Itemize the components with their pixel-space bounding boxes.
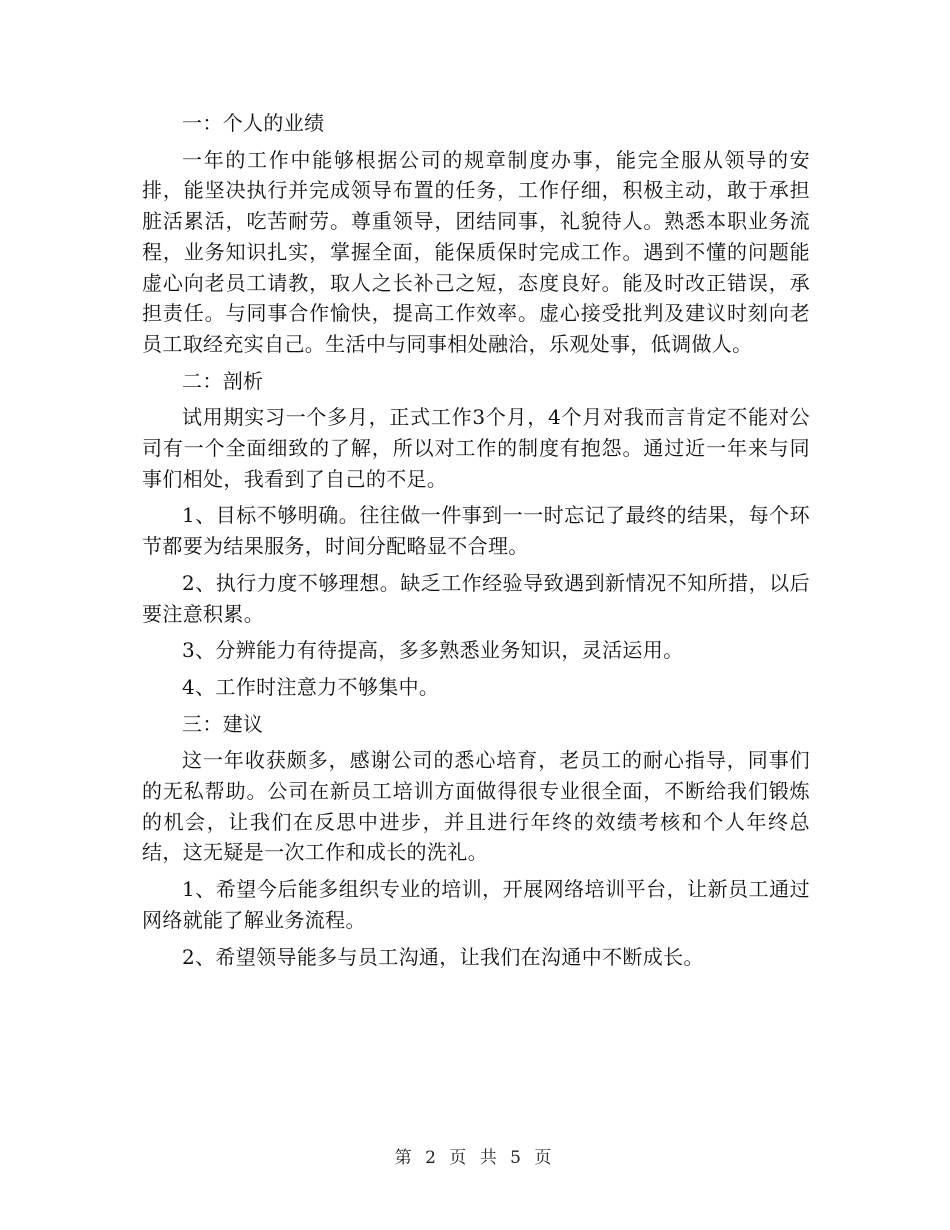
analysis-paragraph: 试用期实习一个多月，正式工作3个月，4个月对我而言肯定不能对公司有一个全面细致的了解，所以对工作的制度有抱怨。通过近一年来与同事们相处，我看到了自己的不足。 xyxy=(142,405,810,491)
document-body xyxy=(142,108,810,972)
section-heading-analysis: 二：剖析 xyxy=(182,368,264,393)
suggestions-paragraph: 这一年收获颇多，感谢公司的悉心培育，老员工的耐心指导，同事们的无私帮助。公司在新员工培训方面做得很专业很全面，不断给我们锻炼的机会，让我们在反思中进步，并且进行年终的效绩考核和个人年终总结，这无疑是一次工作和成长的洗礼。 xyxy=(142,748,810,865)
page-number-footer: 第 2 页 共 5 页 xyxy=(394,1148,556,1168)
suggestion-item-1: 1、希望今后能多组织专业的培训，开展网络培训平台，让新员工通过网络就能了解业务流程。 xyxy=(142,877,810,932)
suggestion-item-2: 2、希望领导能多与员工沟通，让我们在沟通中不断成长。 xyxy=(182,944,704,969)
analysis-item-1: 1、目标不够明确。往往做一件事到一一时忘记了最终的结果，每个环节都要为结果服务，时间分配略显不合理。 xyxy=(142,503,810,559)
analysis-item-2: 2、执行力度不够理想。缺乏工作经验导致遇到新情况不知所措，以后要注意积累。 xyxy=(142,570,810,626)
section-heading-suggestions: 三：建议 xyxy=(182,711,264,736)
analysis-item-3: 3、分辨能力有待提高，多多熟悉业务知识，灵活运用。 xyxy=(182,638,684,663)
performance-paragraph: 一年的工作中能够根据公司的规章制度办事，能完全服从领导的安排，能坚决执行并完成领导布置的任务，工作仔细，积极主动，敢于承担脏活累活，吃苦耐劳。尊重领导，团结同事，礼貌待人。熟悉本职业务流程，业务知识扎实，掌握全面，能保质保时完成工作。遇到不懂的问题能虚心向老员工请教，取人之长补己之短，态度良好。能及时改正错误，承担责任。与同事合作愉快，提高工作效率。虚心接受批判及建议时刻向老员工取经充实自己。生活中与同事相处融洽，乐观处事，低调做人。 xyxy=(142,147,810,356)
section-heading-performance: 一：个人的业绩 xyxy=(182,111,325,135)
analysis-item-4: 4、工作时注意力不够集中。 xyxy=(182,674,440,699)
